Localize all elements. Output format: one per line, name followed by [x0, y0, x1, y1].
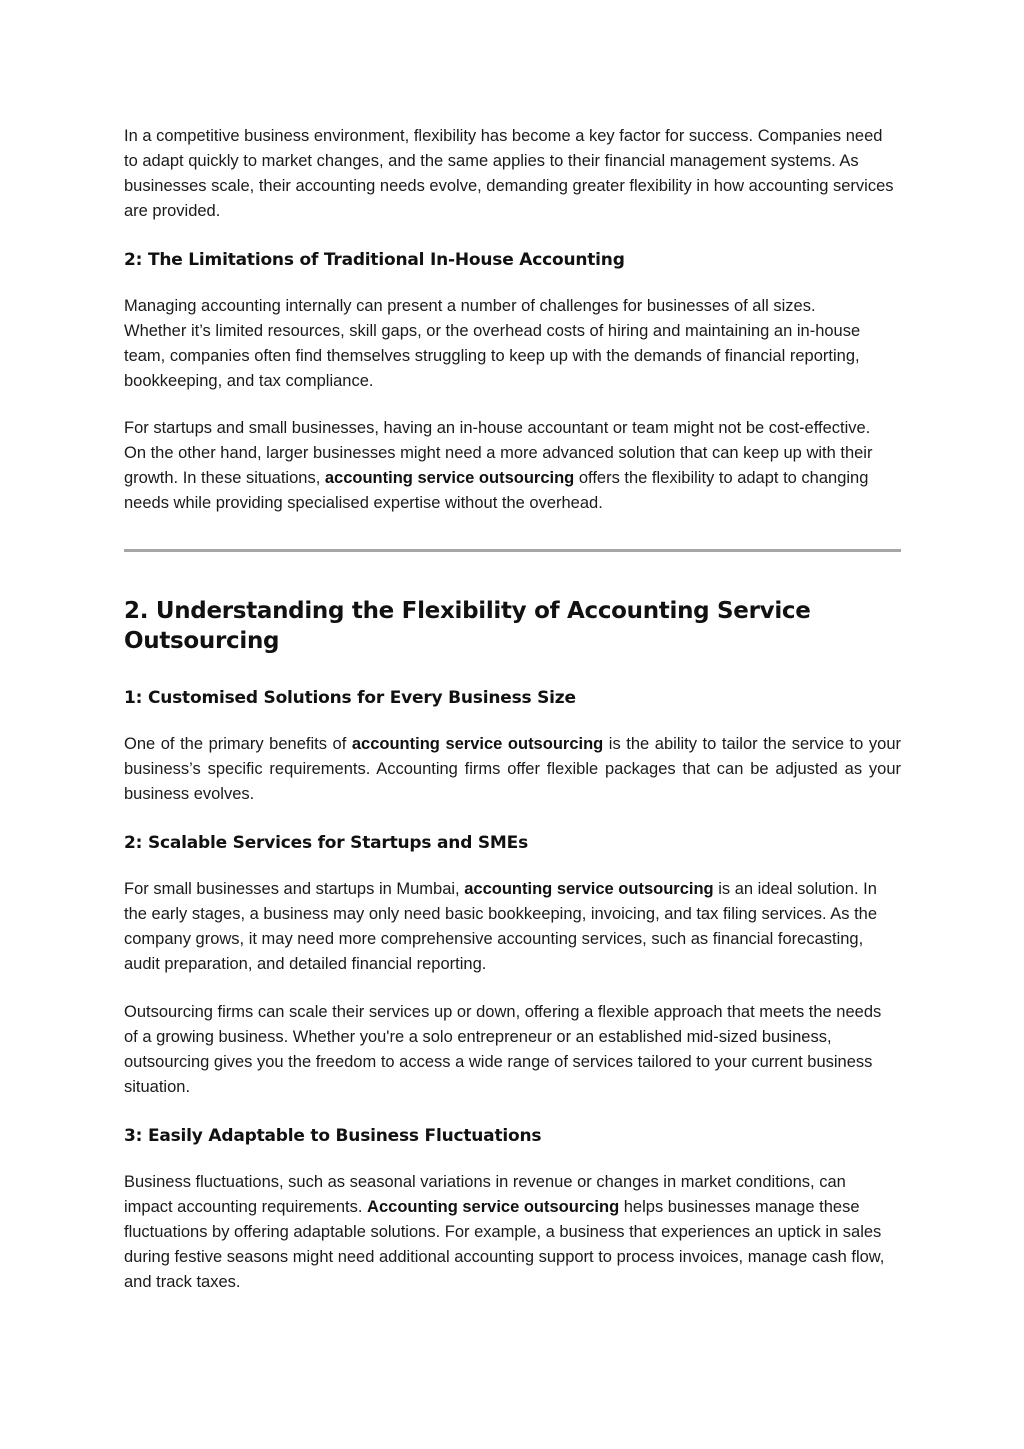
subheading-scalable-services: 2: Scalable Services for Startups and SMEs — [124, 833, 528, 853]
customised-solutions-paragraph — [124, 732, 901, 807]
limitations-paragraph-2-text-a: For startups and small businesses, having an in-house accountant or team might not be cost-effective. On the other hand, larger businesses might need a more advanced solution that can keep up with their growth. In these situations, — [124, 419, 873, 487]
subheading-customised-solutions: 1: Customised Solutions for Every Business Size — [124, 688, 576, 708]
section-heading-flexibility: 2. Understanding the Flexibility of Accounting Service Outsourcing — [124, 598, 811, 654]
scalable-services-paragraph-2: Outsourcing firms can scale their services up or down, offering a flexible approach that meets the needs of a growing business. Whether you're a solo entrepreneur or an established mid-sized business, outsourcing gives you the freedom to access a wide range of services tailored to your current business situation. — [124, 1003, 882, 1096]
business-fluctuations-paragraph — [124, 1170, 894, 1295]
document-page — [124, 124, 901, 1295]
section-divider — [124, 549, 901, 552]
limitations-paragraph-1: Managing accounting internally can present a number of challenges for businesses of all sizes. Whether it’s limited resources, skill gaps, or the overhead costs of hiring and maintaining an in-house team, companies often find themselves struggling to keep up with the demands of financial reporting, bookkeeping, and tax compliance. — [124, 297, 861, 390]
limitations-paragraph-2 — [124, 416, 894, 516]
subheading-limitations: 2: The Limitations of Traditional In-House Accounting — [124, 250, 625, 270]
limitations-paragraph-2-text-b: offers the flexibility to adapt to changing needs while providing specialised expertise without the overhead. — [124, 469, 869, 512]
scalable-services-paragraph-1 — [124, 877, 894, 977]
customised-solutions-text-b: is the ability to tailor the service to your business’s specific requirements. Accounting firms offer flexible packages that can be adjusted as your business evolves. — [124, 735, 901, 803]
customised-solutions-text-a: One of the primary benefits of — [124, 735, 352, 753]
intro-paragraph: In a competitive business environment, flexibility has become a key factor for success. Companies need to adapt quickly to market changes, and the same applies to their financial management systems. As businesses scale, their accounting needs evolve, demanding greater flexibility in how accounting services are provided. — [124, 127, 894, 220]
business-fluctuations-text-b: helps businesses manage these fluctuations by offering adaptable solutions. For example, a business that experiences an uptick in sales during festive seasons might need additional accounting support to process invoices, manage cash flow, and track taxes. — [124, 1198, 885, 1291]
business-fluctuations-text-a: Business fluctuations, such as seasonal variations in revenue or changes in market conditions, can impact accounting requirements. — [124, 1173, 846, 1216]
keyword-accounting-service-outsourcing: accounting service outsourcing — [464, 880, 714, 898]
subheading-business-fluctuations: 3: Easily Adaptable to Business Fluctuations — [124, 1126, 542, 1146]
scalable-services-text-a: For small businesses and startups in Mumbai, — [124, 880, 465, 898]
keyword-accounting-service-outsourcing: Accounting service outsourcing — [367, 1198, 620, 1216]
keyword-accounting-service-outsourcing: accounting service outsourcing — [324, 469, 575, 487]
scalable-services-text-b: is an ideal solution. In the early stages, a business may only need basic bookkeeping, invoicing, and tax filing services. As the company grows, it may need more comprehensive accounting services, such as financial forecasting, audit preparation, and detailed financial reporting. — [124, 880, 878, 973]
keyword-accounting-service-outsourcing: accounting service outsourcing — [351, 735, 604, 753]
